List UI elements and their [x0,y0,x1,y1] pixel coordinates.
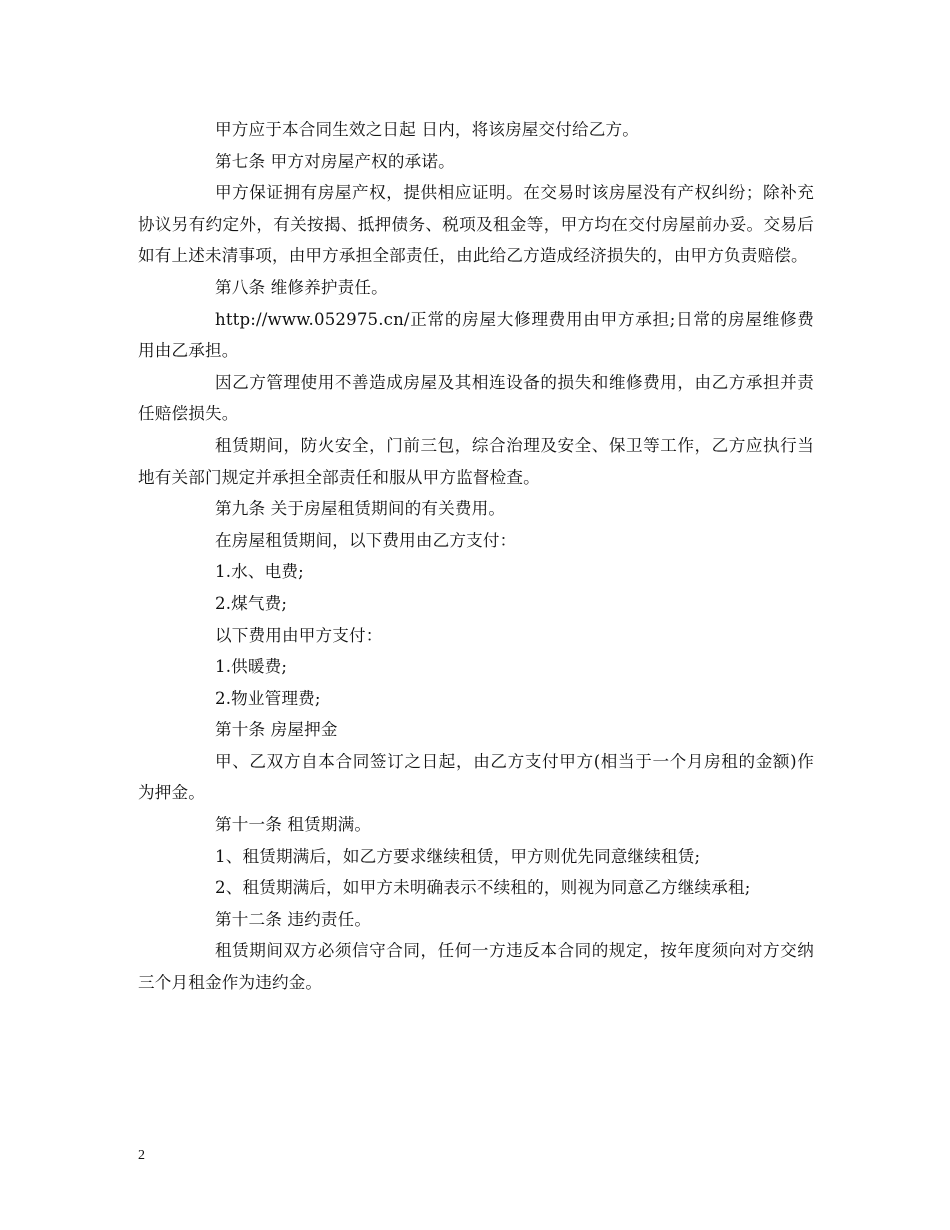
paragraph-tenant-fees-intro: 在房屋租赁期间，以下费用由乙方支付： [215,530,517,550]
paragraph-breach-penalty: 租赁期间双方必须信守合同，任何一方违反本合同的规定，按年度须向对方交纳三个月租金作为违约金。 [138,941,814,993]
article-7-heading: 第七条 甲方对房屋产权的承诺。 [215,151,455,171]
paragraph-safety-duties: 租赁期间，防火安全，门前三包，综合治理及安全、保卫等工作，乙方应执行当地有关部门规定并承担全部责任和服从甲方监督检查。 [138,435,814,487]
list-item-renewal-priority: 1、租赁期满后，如乙方要求继续租赁，甲方则优先同意继续租赁; [215,846,701,866]
paragraph-property-rights: 甲方保证拥有房屋产权，提供相应证明。在交易时该房屋没有产权纠纷；除补充协议另有约定外，有关按揭、抵押债务、税项及租金等，甲方均在交付房屋前办妥。交易后如有上述未清事项，由甲方承担全部责任，由此给乙方造成经济损失的，由甲方负责赔偿。 [138,183,814,266]
article-8-heading: 第八条 维修养护责任。 [215,277,388,297]
page-number: 2 [138,1148,145,1163]
document-body [138,114,814,999]
list-item-property-management: 2.物业管理费; [215,688,321,708]
article-10-heading: 第十条 房屋押金 [215,720,338,740]
paragraph-deposit: 甲、乙双方自本合同签订之日起，由乙方支付甲方(相当于一个月房租的金额)作为押金。 [138,751,814,803]
list-item-heating: 1.供暖费; [215,657,288,677]
list-item-utilities: 1.水、电费; [215,562,304,582]
article-12-heading: 第十二条 违约责任。 [215,909,372,929]
list-item-automatic-renewal: 2、租赁期满后，如甲方未明确表示不续租的，则视为同意乙方继续承租; [215,878,751,898]
article-11-heading: 第十一条 租赁期满。 [215,815,372,835]
paragraph-delivery-clause: 甲方应于本合同生效之日起 日内，将该房屋交付给乙方。 [215,120,640,139]
paragraph-landlord-fees-intro: 以下费用由甲方支付： [215,625,383,645]
list-item-gas: 2.煤气费; [215,593,288,613]
article-9-heading: 第九条 关于房屋租赁期间的有关费用。 [215,499,506,519]
paragraph-repair-costs: http://www.052975.cn/正常的房屋大修理费用由甲方承担;日常的房屋维修费用由乙承担。 [138,309,814,361]
paragraph-damage-liability: 因乙方管理使用不善造成房屋及其相连设备的损失和维修费用，由乙方承担并责任赔偿损失。 [138,372,814,424]
